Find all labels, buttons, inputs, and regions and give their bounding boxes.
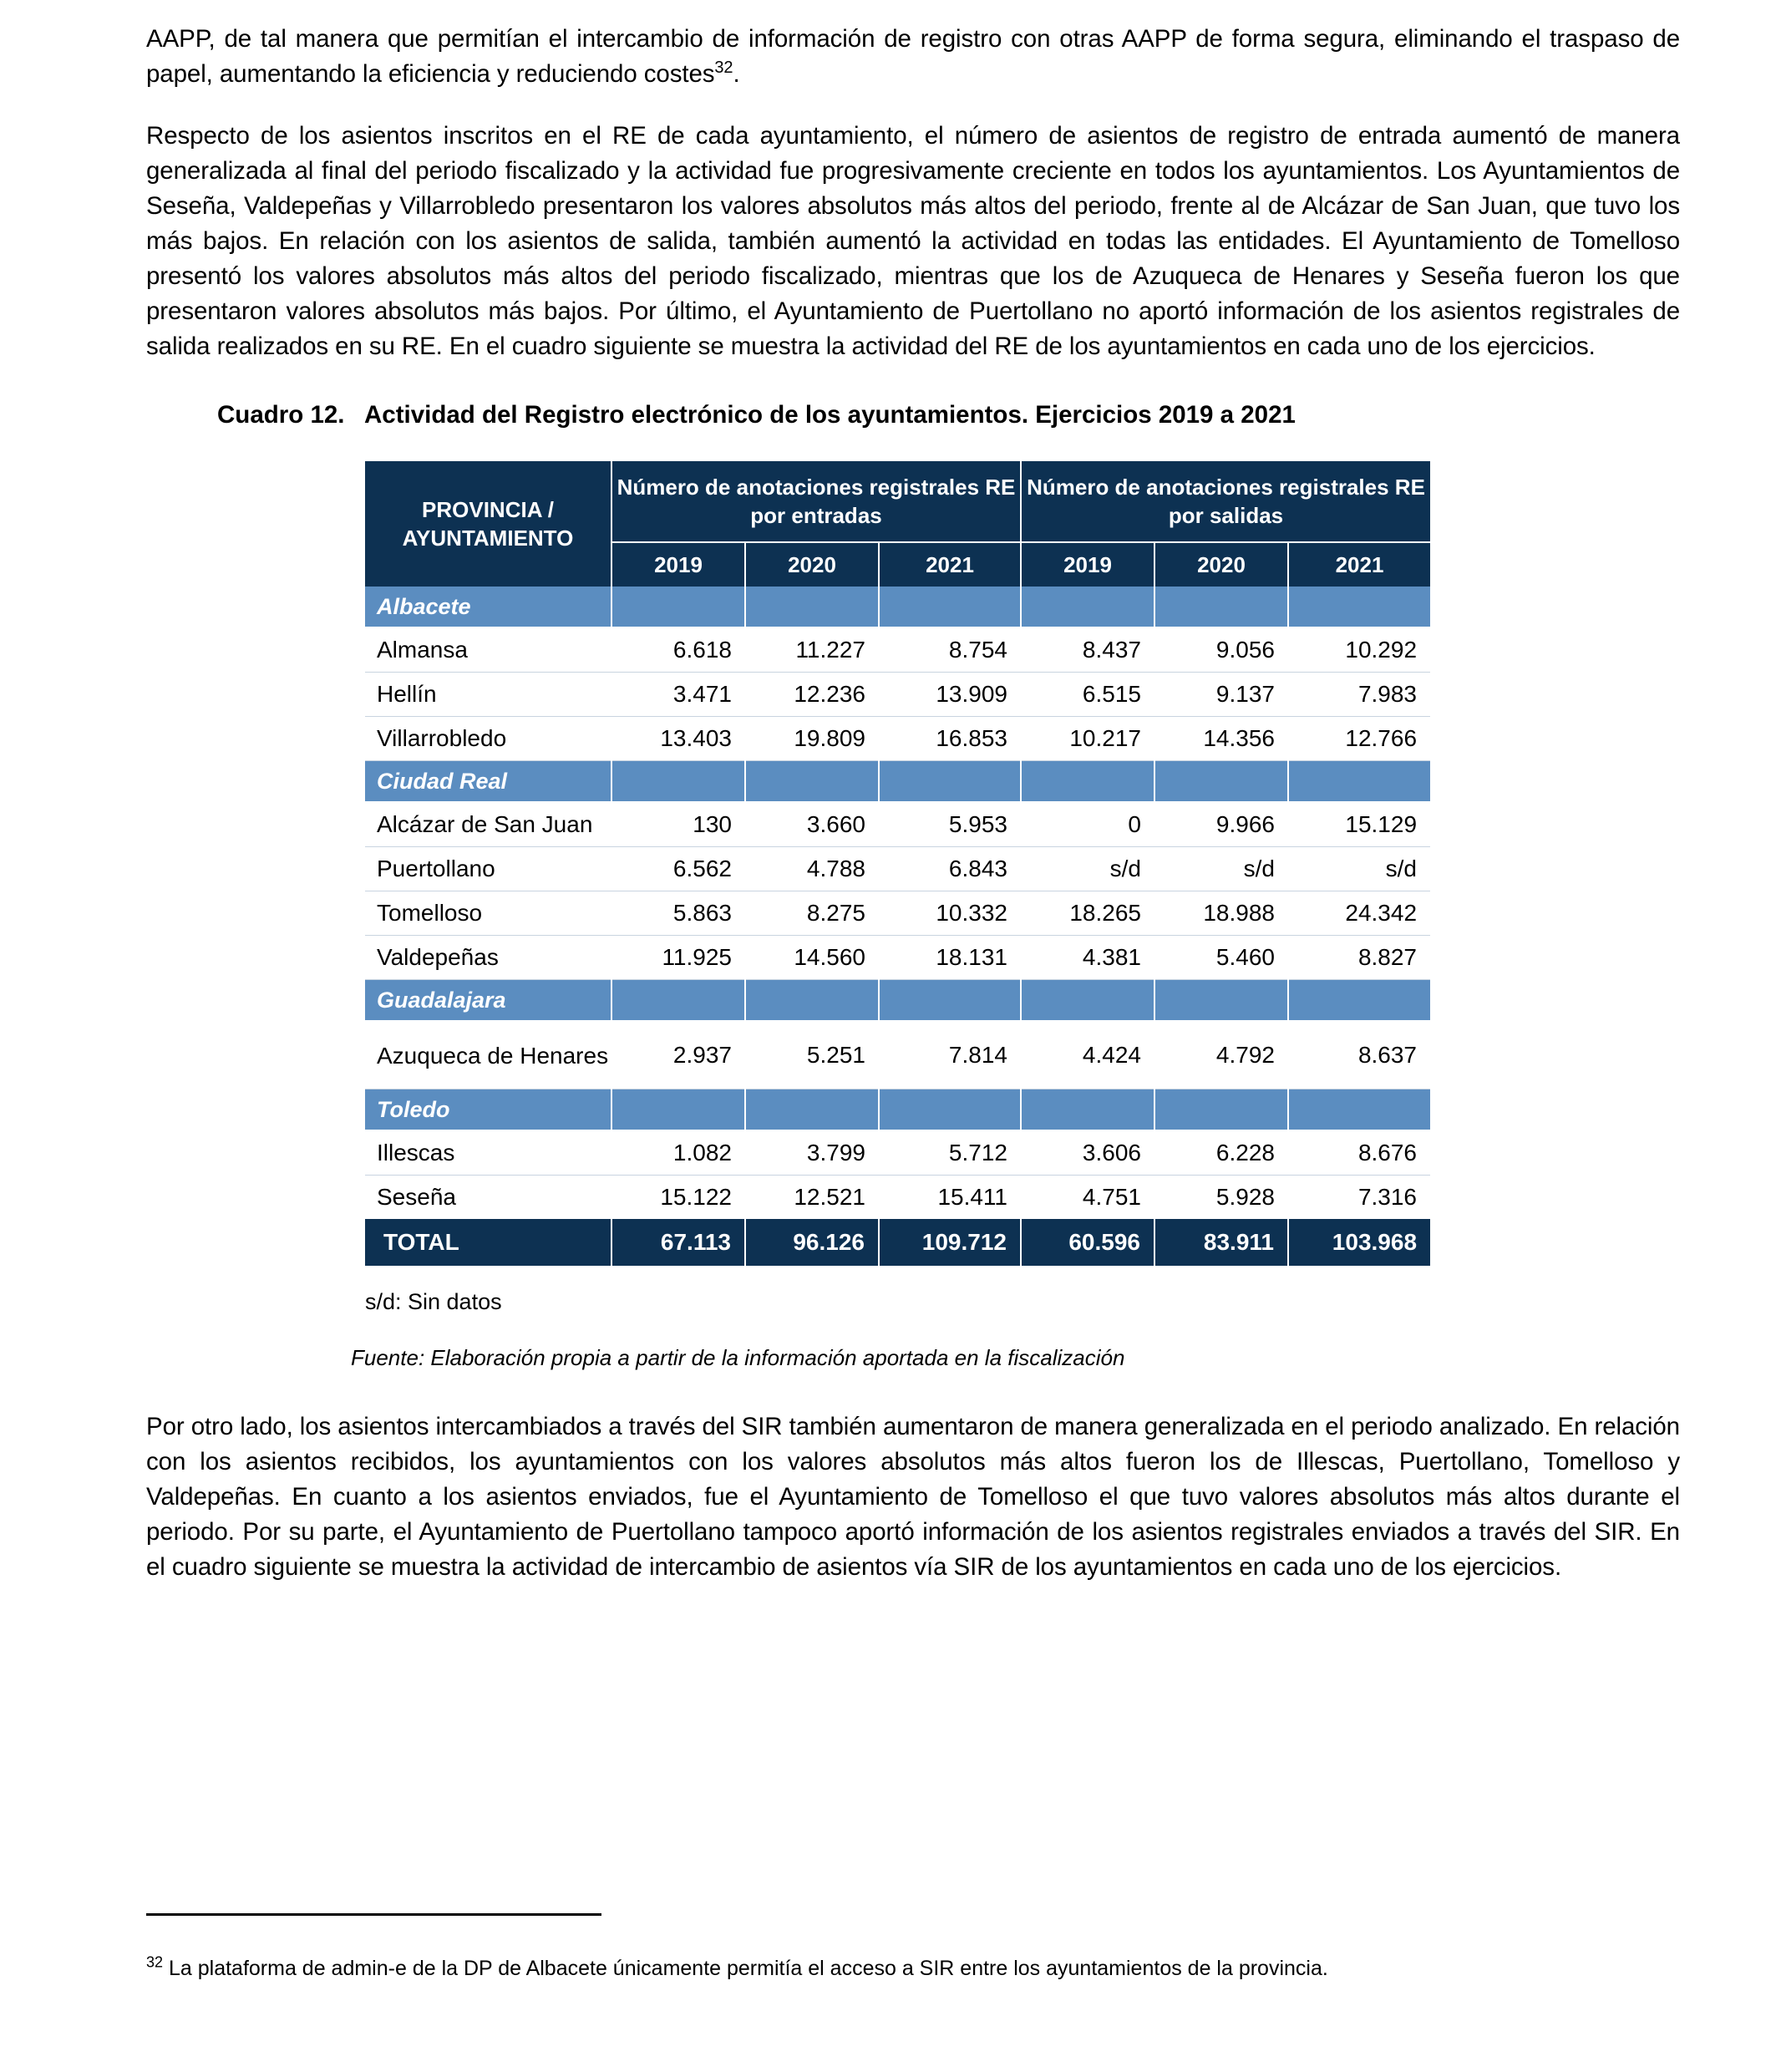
cell-valdepenas-entradas-2020: 14.560 <box>745 936 879 980</box>
section-blank-cell <box>879 980 1021 1022</box>
registro-electronico-table <box>365 461 1430 1266</box>
table-row <box>365 802 1430 847</box>
cell-hellin-entradas-2019: 3.471 <box>611 673 745 717</box>
total-entradas-2021: 109.712 <box>879 1219 1021 1266</box>
section-blank-cell <box>1154 980 1288 1022</box>
total-salidas-2020: 83.911 <box>1154 1219 1288 1266</box>
cell-almansa-entradas-2020: 11.227 <box>745 627 879 673</box>
table-head <box>365 461 1430 587</box>
cell-tomelloso-salidas-2020: 18.988 <box>1154 891 1288 936</box>
section-blank-cell <box>879 761 1021 803</box>
cell-valdepenas-salidas-2021: 8.827 <box>1288 936 1430 980</box>
cell-tomelloso-entradas-2020: 8.275 <box>745 891 879 936</box>
section-blank-cell <box>611 980 745 1022</box>
footnote-area <box>146 1913 1680 1984</box>
cell-azuqueca-de-henares-salidas-2021: 8.637 <box>1288 1021 1430 1089</box>
cell-villarrobledo-salidas-2019: 10.217 <box>1021 717 1154 761</box>
footnote-separator-rule <box>146 1913 601 1916</box>
table-row <box>365 717 1430 761</box>
cell-azuqueca-de-henares-entradas-2021: 7.814 <box>879 1021 1021 1089</box>
cell-hellin-entradas-2021: 13.909 <box>879 673 1021 717</box>
section-blank-cell <box>611 587 745 627</box>
section-blank-cell <box>1154 761 1288 803</box>
cell-alcazar-de-san-juan-entradas-2019: 130 <box>611 802 745 847</box>
table-body <box>365 587 1430 1219</box>
table-section-row <box>365 761 1430 803</box>
cell-illescas-entradas-2020: 3.799 <box>745 1130 879 1176</box>
cell-tomelloso-salidas-2019: 18.265 <box>1021 891 1154 936</box>
cell-sesena-salidas-2019: 4.751 <box>1021 1176 1154 1220</box>
cell-illescas-entradas-2019: 1.082 <box>611 1130 745 1176</box>
section-blank-cell <box>611 1089 745 1131</box>
cell-valdepenas-entradas-2019: 11.925 <box>611 936 745 980</box>
table-caption-title: Actividad del Registro electrónico de los ayuntamientos. Ejercicios 2019 a 2021 <box>364 401 1296 429</box>
cell-alcazar-de-san-juan-entradas-2021: 5.953 <box>879 802 1021 847</box>
cell-sesena-entradas-2020: 12.521 <box>745 1176 879 1220</box>
cell-puertollano-salidas-2020: s/d <box>1154 847 1288 891</box>
cell-valdepenas-salidas-2020: 5.460 <box>1154 936 1288 980</box>
total-salidas-2021: 103.968 <box>1288 1219 1430 1266</box>
table-note-sin-datos: s/d: Sin datos <box>365 1289 502 1314</box>
cell-illescas-salidas-2019: 3.606 <box>1021 1130 1154 1176</box>
cell-tomelloso-salidas-2021: 24.342 <box>1288 891 1430 936</box>
cell-azuqueca-de-henares-salidas-2020: 4.792 <box>1154 1021 1288 1089</box>
table-caption-number: Cuadro 12. <box>217 401 345 429</box>
cell-puertollano-salidas-2021: s/d <box>1288 847 1430 891</box>
cell-sesena-entradas-2019: 15.122 <box>611 1176 745 1220</box>
paragraph-intro-trailing: . <box>733 60 740 88</box>
table-total-row <box>365 1219 1430 1266</box>
cell-almansa-salidas-2019: 8.437 <box>1021 627 1154 673</box>
page-content <box>146 22 1680 1612</box>
cell-sesena-salidas-2021: 7.316 <box>1288 1176 1430 1220</box>
row-label-villarrobledo: Villarrobledo <box>365 717 611 761</box>
column-header-entradas-2020: 2020 <box>745 542 879 587</box>
total-entradas-2019: 67.113 <box>611 1219 745 1266</box>
cell-almansa-entradas-2019: 6.618 <box>611 627 745 673</box>
row-label-sesena: Seseña <box>365 1176 611 1220</box>
footnote-body: La plataforma de admin-e de la DP de Albacete únicamente permitía el acceso a SIR entre los ayuntamientos de la provincia. <box>168 1957 1328 1980</box>
cell-villarrobledo-entradas-2020: 19.809 <box>745 717 879 761</box>
section-label-ciudad-real: Ciudad Real <box>365 761 611 803</box>
cell-villarrobledo-salidas-2021: 12.766 <box>1288 717 1430 761</box>
table-section-row <box>365 587 1430 627</box>
column-header-entradas-2019: 2019 <box>611 542 745 587</box>
row-label-azuqueca-de-henares: Azuqueca de Henares <box>365 1021 611 1089</box>
cell-tomelloso-entradas-2021: 10.332 <box>879 891 1021 936</box>
table-row <box>365 936 1430 980</box>
column-group-header-salidas: Número de anotaciones registrales RE por salidas <box>1021 461 1430 542</box>
footnote-32 <box>146 1953 1680 1984</box>
table-row <box>365 1130 1430 1176</box>
cell-almansa-entradas-2021: 8.754 <box>879 627 1021 673</box>
column-header-entradas-2021: 2021 <box>879 542 1021 587</box>
table-block-cuadro-12 <box>146 401 1680 1371</box>
row-label-valdepenas: Valdepeñas <box>365 936 611 980</box>
table-caption <box>146 401 1680 429</box>
row-label-almansa: Almansa <box>365 627 611 673</box>
paragraph-sir: Por otro lado, los asientos intercambiados a través del SIR también aumentaron de manera generalizada en el periodo analizado. En relación con los asientos recibidos, los ayuntamientos con los valores absolutos más altos fueron los de Illescas, Puertollano, Tomelloso y Valdepeñas. En cuanto a los asientos enviados, fue el Ayuntamiento de Tomelloso el que tuvo valores absolutos más altos durante el periodo. Por su parte, el Ayuntamiento de Puertollano tampoco aportó información de los asientos registrales enviados a través del SIR. En el cuadro siguiente se muestra la actividad de intercambio de asientos vía SIR de los ayuntamientos en cada uno de los ejercicios. <box>146 1413 1680 1581</box>
cell-sesena-entradas-2021: 15.411 <box>879 1176 1021 1220</box>
cell-puertollano-entradas-2021: 6.843 <box>879 847 1021 891</box>
section-blank-cell <box>1021 587 1154 627</box>
column-header-salidas-2019: 2019 <box>1021 542 1154 587</box>
column-header-provincia-ayuntamiento: PROVINCIA / AYUNTAMIENTO <box>365 461 611 587</box>
section-blank-cell <box>745 761 879 803</box>
section-blank-cell <box>1288 761 1430 803</box>
cell-almansa-salidas-2020: 9.056 <box>1154 627 1288 673</box>
footnote-reference-32[interactable]: 32 <box>714 58 733 78</box>
section-label-albacete: Albacete <box>365 587 611 627</box>
table-section-row <box>365 1089 1430 1131</box>
cell-illescas-salidas-2021: 8.676 <box>1288 1130 1430 1176</box>
table-header-row-groups <box>365 461 1430 542</box>
cell-hellin-salidas-2019: 6.515 <box>1021 673 1154 717</box>
cell-azuqueca-de-henares-entradas-2020: 5.251 <box>745 1021 879 1089</box>
section-blank-cell <box>745 587 879 627</box>
cell-valdepenas-salidas-2019: 4.381 <box>1021 936 1154 980</box>
section-blank-cell <box>1288 1089 1430 1131</box>
section-blank-cell <box>1288 587 1430 627</box>
total-row-label: TOTAL <box>365 1219 611 1266</box>
cell-alcazar-de-san-juan-entradas-2020: 3.660 <box>745 802 879 847</box>
cell-tomelloso-entradas-2019: 5.863 <box>611 891 745 936</box>
paragraph-asientos: Respecto de los asientos inscritos en el RE de cada ayuntamiento, el número de asientos de registro de entrada aumentó de manera generalizada al final del periodo fiscalizado y la actividad fue progresivamente creciente en todos los ayuntamientos. Los Ayuntamientos de Seseña, Valdepeñas y Villarrobledo presentaron los valores absolutos más altos del periodo, frente al de Alcázar de San Juan, que tuvo los más bajos. En relación con los asientos de salida, también aumentó la actividad en todas las entidades. El Ayuntamiento de Tomelloso presentó los valores absolutos más altos del periodo fiscalizado, mientras que los de Azuqueca de Henares y Seseña fueron los que presentaron valores absolutos más bajos. Por último, el Ayuntamiento de Puertollano no aportó información de los asientos registrales de salida realizados en su RE. En el cuadro siguiente se muestra la actividad del RE de los ayuntamientos en cada uno de los ejercicios. <box>146 122 1680 360</box>
table-row <box>365 1021 1430 1089</box>
row-label-hellin: Hellín <box>365 673 611 717</box>
section-blank-cell <box>1288 980 1430 1022</box>
section-blank-cell <box>611 761 745 803</box>
cell-hellin-entradas-2020: 12.236 <box>745 673 879 717</box>
paragraph-intro-text: AAPP, de tal manera que permitían el intercambio de información de registro con otras AAPP de forma segura, eliminando el traspaso de papel, aumentando la eficiencia y reduciendo costes <box>146 25 1680 88</box>
cell-sesena-salidas-2020: 5.928 <box>1154 1176 1288 1220</box>
column-header-salidas-2021: 2021 <box>1288 542 1430 587</box>
section-label-toledo: Toledo <box>365 1089 611 1131</box>
cell-almansa-salidas-2021: 10.292 <box>1288 627 1430 673</box>
cell-villarrobledo-entradas-2021: 16.853 <box>879 717 1021 761</box>
column-group-header-entradas: Número de anotaciones registrales RE por entradas <box>611 461 1021 542</box>
cell-alcazar-de-san-juan-salidas-2019: 0 <box>1021 802 1154 847</box>
section-blank-cell <box>1154 1089 1288 1131</box>
paragraph-intro <box>146 22 1680 92</box>
section-blank-cell <box>745 980 879 1022</box>
cell-villarrobledo-entradas-2019: 13.403 <box>611 717 745 761</box>
section-blank-cell <box>1154 587 1288 627</box>
row-label-puertollano: Puertollano <box>365 847 611 891</box>
row-label-illescas: Illescas <box>365 1130 611 1176</box>
cell-puertollano-entradas-2020: 4.788 <box>745 847 879 891</box>
cell-azuqueca-de-henares-entradas-2019: 2.937 <box>611 1021 745 1089</box>
section-blank-cell <box>879 587 1021 627</box>
cell-hellin-salidas-2021: 7.983 <box>1288 673 1430 717</box>
table-foot <box>365 1219 1430 1266</box>
cell-villarrobledo-salidas-2020: 14.356 <box>1154 717 1288 761</box>
total-salidas-2019: 60.596 <box>1021 1219 1154 1266</box>
cell-puertollano-salidas-2019: s/d <box>1021 847 1154 891</box>
section-blank-cell <box>1021 761 1154 803</box>
table-section-row <box>365 980 1430 1022</box>
cell-puertollano-entradas-2019: 6.562 <box>611 847 745 891</box>
section-blank-cell <box>879 1089 1021 1131</box>
table-row <box>365 847 1430 891</box>
cell-azuqueca-de-henares-salidas-2019: 4.424 <box>1021 1021 1154 1089</box>
cell-illescas-salidas-2020: 6.228 <box>1154 1130 1288 1176</box>
cell-illescas-entradas-2021: 5.712 <box>879 1130 1021 1176</box>
cell-alcazar-de-san-juan-salidas-2021: 15.129 <box>1288 802 1430 847</box>
column-header-salidas-2020: 2020 <box>1154 542 1288 587</box>
footnote-marker: 32 <box>146 1953 164 1971</box>
table-row <box>365 673 1430 717</box>
cell-hellin-salidas-2020: 9.137 <box>1154 673 1288 717</box>
table-source-note: Fuente: Elaboración propia a partir de la información aportada en la fiscalización <box>351 1345 1125 1370</box>
section-blank-cell <box>1021 1089 1154 1131</box>
total-entradas-2020: 96.126 <box>745 1219 879 1266</box>
section-blank-cell <box>745 1089 879 1131</box>
row-label-alcazar-de-san-juan: Alcázar de San Juan <box>365 802 611 847</box>
section-label-guadalajara: Guadalajara <box>365 980 611 1022</box>
table-row <box>365 891 1430 936</box>
table-row <box>365 627 1430 673</box>
table-row <box>365 1176 1430 1220</box>
cell-valdepenas-entradas-2021: 18.131 <box>879 936 1021 980</box>
section-blank-cell <box>1021 980 1154 1022</box>
row-label-tomelloso: Tomelloso <box>365 891 611 936</box>
cell-alcazar-de-san-juan-salidas-2020: 9.966 <box>1154 802 1288 847</box>
